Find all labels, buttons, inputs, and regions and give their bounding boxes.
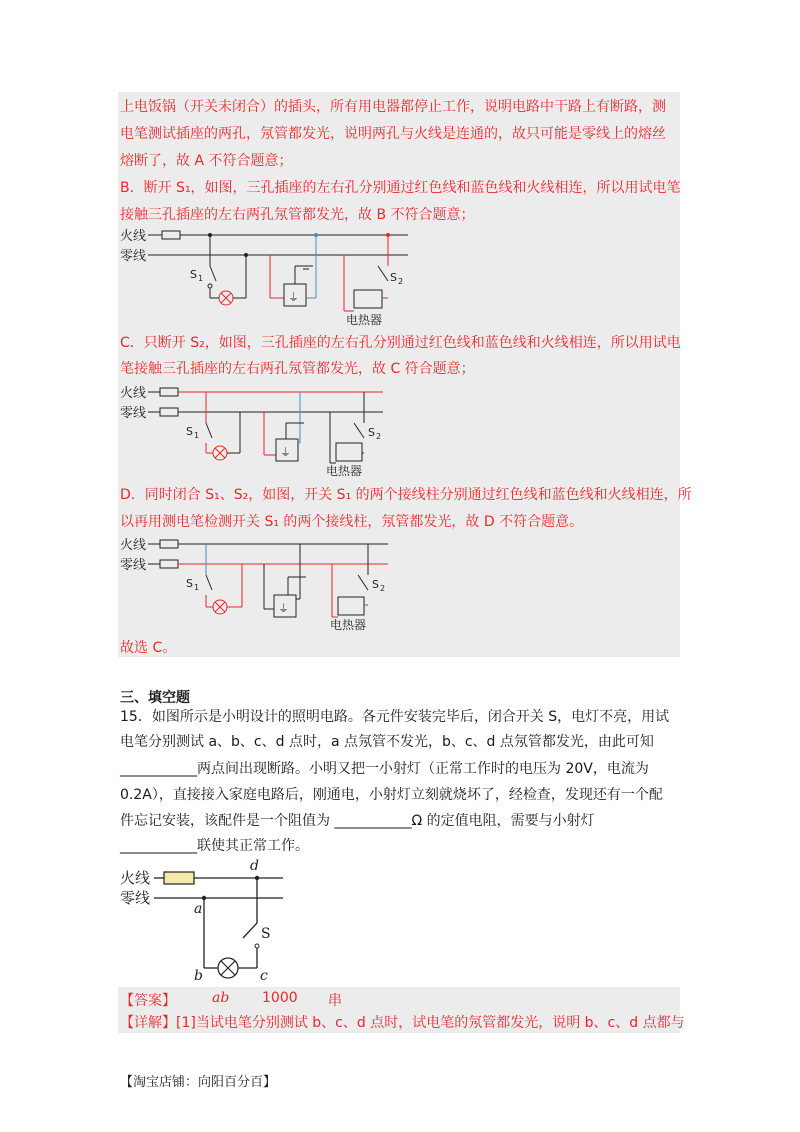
svg-text:火线: 火线	[120, 538, 147, 553]
svg-text:火线: 火线	[120, 386, 147, 401]
svg-text:S: S	[372, 578, 379, 591]
fuse-icon	[160, 540, 178, 548]
svg-text:1: 1	[194, 431, 200, 440]
neutral-wire-label: 零线	[120, 889, 151, 907]
svg-text:⏚: ⏚	[288, 291, 299, 304]
svg-text:2: 2	[376, 432, 382, 441]
footer-shop-note: 【淘宝店铺：向阳百分百】	[120, 1075, 277, 1090]
circuit-diagram-d	[118, 535, 393, 632]
heater-icon	[354, 290, 382, 308]
svg-text:S: S	[186, 425, 193, 438]
detail-line: 【详解】[1]当试电笔分别测试 b、c、d 点时，试电笔的氖管都发光，说明 b、c、d 点都与	[120, 1015, 685, 1031]
svg-text:2: 2	[380, 584, 386, 593]
live-wire-label: 火线	[120, 869, 151, 887]
svg-text:零线: 零线	[120, 406, 147, 421]
svg-text:1: 1	[194, 583, 200, 592]
question-line: 电笔分别测试 a、b、c、d 点时，a 点氖管不发光，b、c、d 点氖管都发光，由此可知	[120, 734, 654, 750]
fuse-icon	[164, 872, 194, 884]
answer-value-3: 串	[328, 993, 342, 1009]
question-line: 0.2A），直接接入家庭电路后，刚通电，小射灯立刻就烧坏了，经检查，发现还有一个配	[120, 787, 663, 803]
explanation-line: B．断开 S₁，如图，三孔插座的左右孔分别通过红色线和蓝色线和火线相连，所以用试电笔	[120, 180, 681, 196]
svg-text:2: 2	[398, 277, 404, 286]
svg-text:⏚: ⏚	[280, 446, 291, 459]
fuse-icon	[160, 388, 178, 396]
explanation-line: D．同时闭合 S₁、S₂，如图，开关 S₁ 的两个接线柱分别通过红色线和蓝色线和火线相连，所	[120, 487, 692, 503]
answer-value-2: 1000	[262, 990, 298, 1006]
svg-text:⏚: ⏚	[278, 602, 289, 615]
conclusion-text: 故选 C。	[120, 640, 177, 656]
switch-s-label: S	[261, 926, 271, 942]
point-c-label: c	[260, 968, 268, 983]
explanation-line: 以再用测电笔检测开关 S₁ 的两个接线柱，氖管都发光，故 D 不符合题意。	[120, 514, 584, 530]
explanation-line: 熔断了，故 A 不符合题意；	[120, 153, 293, 169]
heater-icon	[336, 443, 362, 461]
fuse-icon	[162, 231, 180, 239]
explanation-line: 笔接触三孔插座的左右两孔氖管都发光，故 C 符合题意；	[120, 361, 475, 377]
svg-text:S: S	[368, 426, 375, 439]
question-line: 15．如图所示是小明设计的照明电路。各元件安装完毕后，闭合开关 S，电灯不亮，用试	[120, 709, 670, 725]
explanation-line: 接触三孔插座的左右两孔氖管都发光，故 B 不符合题意；	[120, 207, 475, 223]
svg-text:电热器: 电热器	[326, 464, 363, 478]
explanation-line: 上电饭锅（开关未闭合）的插头，所有用电器都停止工作，说明电路中干路上有断路，测	[120, 99, 666, 115]
question-line: 件忘记安装，该配件是一个阻值为 ___________Ω 的定值电阻，需要与小射灯	[120, 813, 595, 829]
explanation-line: C．只断开 S₂，如图，三孔插座的左右孔分别通过红色线和蓝色线和火线相连，所以用试电	[120, 335, 681, 351]
explanation-line: 电笔测试插座的两孔，氖管都发光，说明两孔与火线是连通的，故只可能是零线上的熔丝	[120, 126, 666, 142]
live-wire-label: 火线	[120, 229, 147, 244]
question-line: ___________两点间出现断路。小明又把一小射灯（正常工作时的电压为 20V，电流为	[120, 761, 649, 777]
neutral-wire-label: 零线	[120, 249, 147, 264]
point-b-label: b	[194, 968, 203, 983]
svg-text:电热器: 电热器	[346, 313, 383, 326]
question-line: ___________联使其正常工作。	[120, 838, 309, 854]
point-a-label: a	[194, 901, 203, 917]
answer-value-1: ab	[212, 990, 230, 1006]
fuse-icon	[160, 560, 178, 568]
heater-icon	[338, 597, 364, 615]
svg-text:S: S	[390, 271, 397, 284]
svg-text:S: S	[190, 268, 197, 281]
point-d-label: d	[250, 858, 259, 874]
circuit-diagram-c	[118, 383, 388, 478]
section-title: 三、填空题	[120, 690, 190, 706]
circuit-diagram-b	[118, 226, 413, 326]
svg-text:电热器: 电热器	[330, 618, 367, 632]
svg-text:S: S	[186, 577, 193, 590]
fuse-icon	[160, 408, 178, 416]
svg-text:1: 1	[198, 274, 204, 283]
question-circuit-diagram	[118, 858, 288, 983]
svg-text:零线: 零线	[120, 558, 147, 573]
answer-label: 【答案】	[120, 993, 176, 1009]
